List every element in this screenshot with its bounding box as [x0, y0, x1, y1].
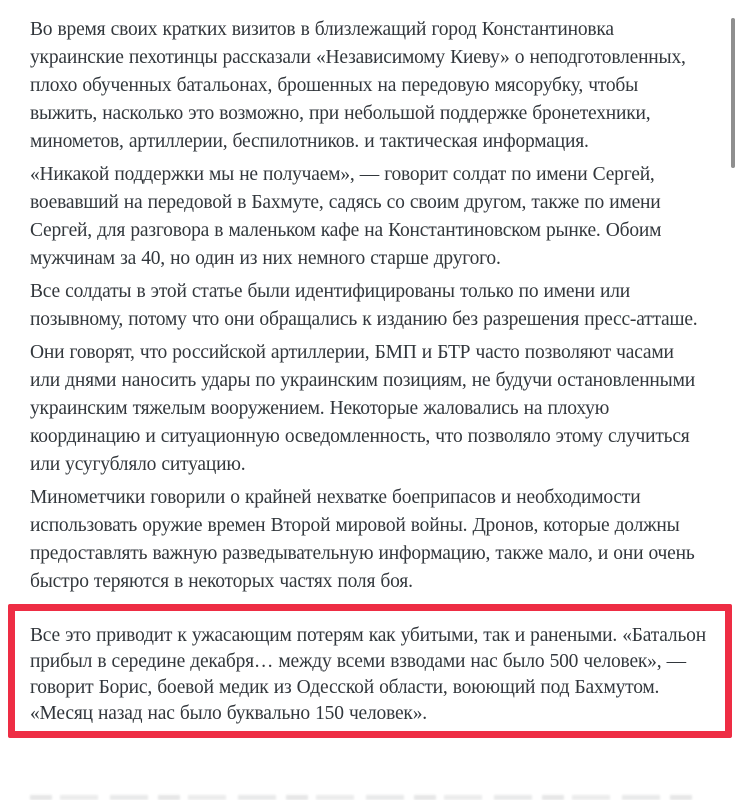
next-paragraph-cutoff — [30, 795, 692, 800]
article-paragraph-1: Во время своих кратких визитов в близлежащий город Константиновка украинские пехотинцы рассказали «Независимому Киеву» о неподготовленных, плохо обученных батальонах, брошенных на передовую мясорубку, чтобы выжить, насколько это возможно, при небольшой поддержке бронетехники, минометов, артиллерии, беспилотников. и тактическая информация. — [30, 19, 686, 152]
article-paragraph-3: Все солдаты в этой статье были идентифицированы только по имени или позывному, потому что они обращались к изданию без разрешения пресс-атташе. — [30, 281, 698, 330]
highlighted-paragraph: Все это приводит к ужасающим потерям как убитыми, так и ранеными. «Батальон прибыл в середине декабря… между всеми взводами нас было 500 человек», — говорит Борис, боевой медик из Одесской области, воюющий под Бахмутом. «Месяц назад нас было буквально 150 человек». — [30, 625, 706, 724]
scrollbar-thumb[interactable] — [731, 18, 735, 168]
article-paragraph-4: Они говорят, что российской артиллерии, БМП и БТР часто позволяют часами или днями наносить удары по украинским позициям, не будучи остановленными украинским тяжелым вооружением. Некоторые жаловались на плохую координацию и ситуационную осведомленность, что позволяло этому случиться или усугубляло ситуацию. — [30, 342, 695, 475]
article-paragraph-2: «Никакой поддержки мы не получаем», — говорит солдат по имени Сергей, воевавший на передовой в Бахмуте, садясь со своим другом, также по имени Сергей, для разговора в маленьком кафе на Константиновском рынке. Обоим мужчинам за 40, но один из них немного старше другого. — [30, 164, 662, 269]
article-paragraph-5: Минометчики говорили о крайней нехватке боеприпасов и необходимости использовать оружие времен Второй мировой войны. Дронов, которые должны предоставлять важную разведывательную информацию, также мало, и они очень быстро теряются в некоторых частях поля боя. — [30, 487, 695, 592]
red-highlight-box — [8, 604, 732, 738]
